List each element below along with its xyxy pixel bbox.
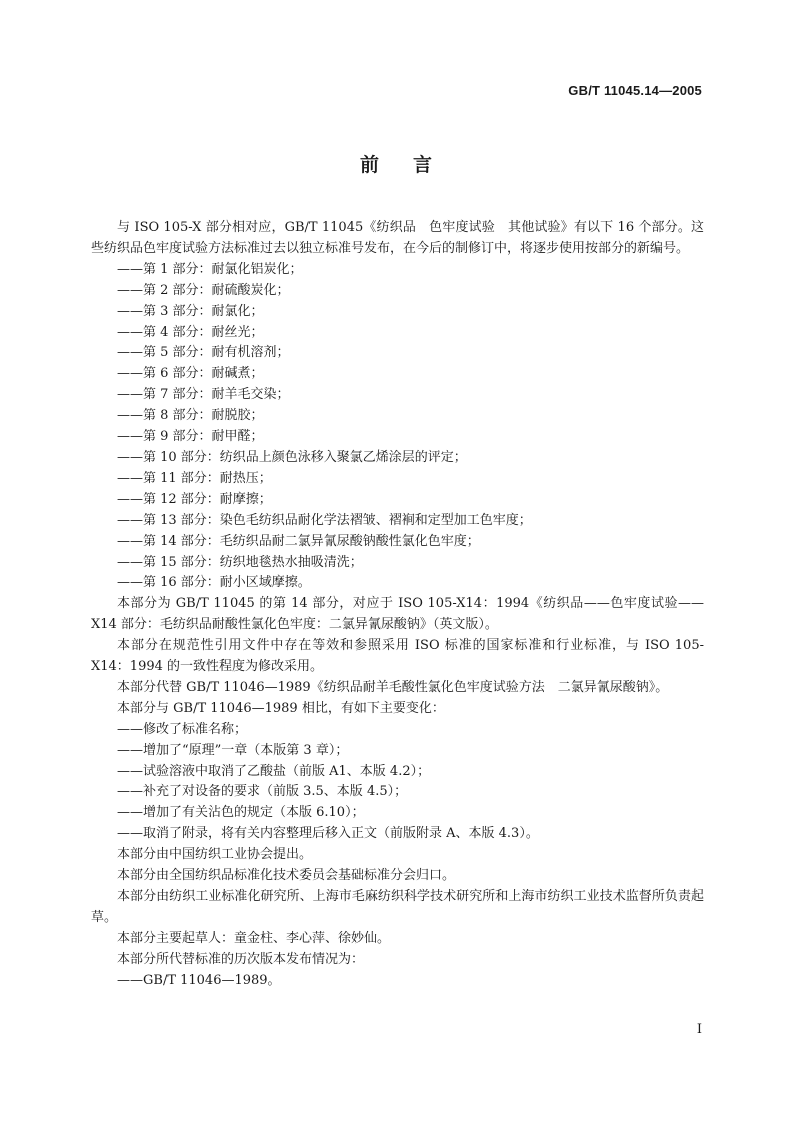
drafters-paragraph: 本部分主要起草人：童金柱、李心萍、徐妙仙。: [117, 930, 391, 946]
correspondence-paragraph: 本部分为 GB/T 11045 的第 14 部分，对应于 ISO 105-X14：1994《纺织品——色牢度试验——X14 部分：毛纺织品耐酸性氯化色牢度：二氯异氰尿酸钠》（英文版）。: [91, 596, 704, 633]
list-item: ——第 2 部分：耐硫酸炭化；: [117, 282, 290, 298]
list-item: ——第 14 部分：毛纺织品耐二氯异氰尿酸钠酸性氯化色牢度；: [117, 533, 480, 549]
proposed-by-paragraph: 本部分由中国纺织工业协会提出。: [117, 847, 313, 863]
drafting-units-paragraph: 本部分由纺织工业标准化研究所、上海市毛麻纺织科学技术研究所和上海市纺织工业技术监督所负责起草。: [91, 889, 704, 925]
list-item: ——第 15 部分：纺织地毯热水抽吸清洗；: [117, 554, 363, 570]
history-list: [91, 971, 704, 992]
list-item: ——第 12 部分：耐摩擦；: [117, 491, 272, 507]
list-item: ——第 13 部分：染色毛纺织品耐化学法褶皱、褶裥和定型加工色牢度；: [117, 512, 532, 528]
list-item: ——第 11 部分：耐热压；: [117, 470, 272, 486]
parts-list: [91, 260, 704, 595]
page-title: [0, 150, 794, 177]
intro-paragraph: 与 ISO 105-X 部分相对应，GB/T 11045《纺织品 色牢度试验 其他试验》有以下 16 个部分。这些纺织品色牢度试验方法标准过去以独立标准号发布，在今后的制修订中，将逐步使用按部分的新编号。: [91, 220, 704, 256]
list-item: ——第 10 部分：纺织品上颜色泳移入聚氯乙烯涂层的评定；: [117, 449, 467, 465]
list-item: ——补充了对设备的要求（前版 3.5、本版 4.5）；: [117, 784, 408, 800]
comparison-paragraph: 本部分与 GB/T 11046—1989 相比，有如下主要变化：: [117, 700, 445, 716]
standard-code: GB/T 11045.14—2005: [568, 83, 702, 98]
replacement-paragraph: 本部分代替 GB/T 11046—1989《纺织品耐羊毛酸性氯化色牢度试验方法 二氯异氰尿酸钠》。: [117, 679, 669, 695]
list-item: ——增加了“原理”一章（本版第 3 章）；: [117, 742, 349, 758]
normative-paragraph: 本部分在规范性引用文件中存在等效和参照采用 ISO 标准的国家标准和行业标准，与 ISO 105-X14：1994 的一致性程度为修改采用。: [91, 638, 704, 675]
list-item: ——第 16 部分：耐小区域摩擦。: [117, 575, 311, 591]
foreword-body: [91, 218, 704, 992]
list-item: ——GB/T 11046—1989。: [117, 972, 281, 988]
list-item: ——第 1 部分：耐氯化铝炭化；: [117, 261, 303, 277]
list-item: ——取消了附录，将有关内容整理后移入正文（前版附录 A、本版 4.3）。: [117, 826, 539, 842]
list-item: ——第 9 部分：耐甲醛；: [117, 429, 264, 445]
page-number: I: [696, 1022, 702, 1037]
list-item: ——增加了有关沾色的规定（本版 6.10）；: [117, 805, 365, 821]
list-item: ——修改了标准名称；: [117, 721, 248, 737]
title-char-2: 言: [413, 154, 435, 176]
centralized-by-paragraph: 本部分由全国纺织品标准化技术委员会基础标准分会归口。: [117, 868, 456, 884]
list-item: ——第 8 部分：耐脱胶；: [117, 408, 264, 424]
list-item: ——第 7 部分：耐羊毛交染；: [117, 387, 290, 403]
list-item: ——试验溶液中取消了乙酸盐（前版 A1、本版 4.2）；: [117, 763, 431, 779]
history-paragraph: 本部分所代替标准的历次版本发布情况为：: [117, 951, 365, 967]
list-item: ——第 5 部分：耐有机溶剂；: [117, 345, 290, 361]
title-char-1: 前: [359, 154, 381, 176]
changes-list: [91, 720, 704, 845]
list-item: ——第 6 部分：耐碱煮；: [117, 366, 264, 382]
list-item: ——第 4 部分：耐丝光；: [117, 324, 264, 340]
list-item: ——第 3 部分：耐氯化；: [117, 303, 264, 319]
